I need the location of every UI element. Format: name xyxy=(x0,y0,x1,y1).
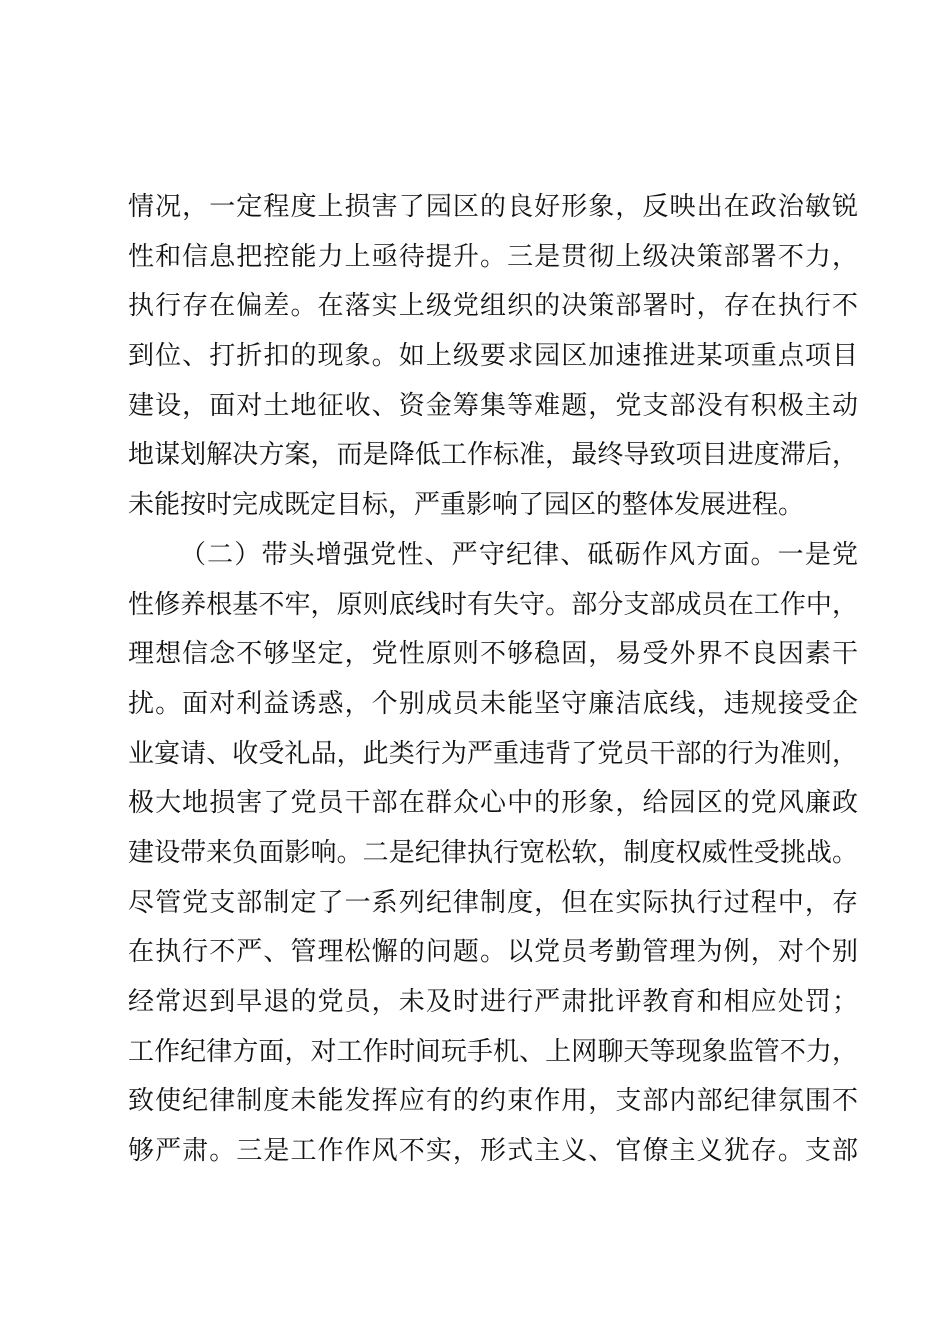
text-line: 扰。面对利益诱惑，个别成员未能坚守廉洁底线，违规接受企 xyxy=(128,688,858,719)
text-line: 够严肃。三是工作作风不实，形式主义、官僚主义犹存。支部 xyxy=(128,1136,858,1167)
text-line: 建设带来负面影响。二是纪律执行宽松软，制度权威性受挑战。 xyxy=(128,837,858,868)
text-line: 经常迟到早退的党员，未及时进行严肃批评教育和相应处罚； xyxy=(128,987,858,1017)
text-line: 执行存在偏差。在落实上级党组织的决策部署时，存在执行不 xyxy=(128,291,858,322)
text-line: 到位、打折扣的现象。如上级要求园区加速推进某项重点项目 xyxy=(128,341,858,372)
body-text xyxy=(128,183,858,1177)
text-line: 业宴请、收受礼品，此类行为严重违背了党员干部的行为准则， xyxy=(128,738,858,769)
text-line: 建设，面对土地征收、资金筹集等难题，党支部没有积极主动 xyxy=(128,390,858,421)
text-line: 极大地损害了党员干部在群众心中的形象，给园区的党风廉政 xyxy=(128,788,858,819)
section-heading-line: （二）带头增强党性、严守纪律、砥砺作风方面。一是党 xyxy=(180,539,858,570)
text-line: 未能按时完成既定目标，严重影响了园区的整体发展进程。 xyxy=(128,490,805,521)
text-line: 性和信息把控能力上亟待提升。三是贯彻上级决策部署不力， xyxy=(128,241,858,272)
text-line: 尽管党支部制定了一系列纪律制度，但在实际执行过程中，存 xyxy=(128,887,858,918)
text-line: 理想信念不够坚定，党性原则不够稳固，易受外界不良因素干 xyxy=(128,639,858,670)
text-line: 性修养根基不牢，原则底线时有失守。部分支部成员在工作中， xyxy=(128,589,858,620)
text-line: 在执行不严、管理松懈的问题。以党员考勤管理为例，对个别 xyxy=(128,937,858,968)
text-line: 情况，一定程度上损害了园区的良好形象，反映出在政治敏锐 xyxy=(128,192,858,222)
text-line: 地谋划解决方案，而是降低工作标准，最终导致项目进度滞后， xyxy=(128,440,858,471)
text-line: 致使纪律制度未能发挥应有的约束作用，支部内部纪律氛围不 xyxy=(128,1086,858,1117)
text-line: 工作纪律方面，对工作时间玩手机、上网聊天等现象监管不力， xyxy=(128,1036,858,1067)
